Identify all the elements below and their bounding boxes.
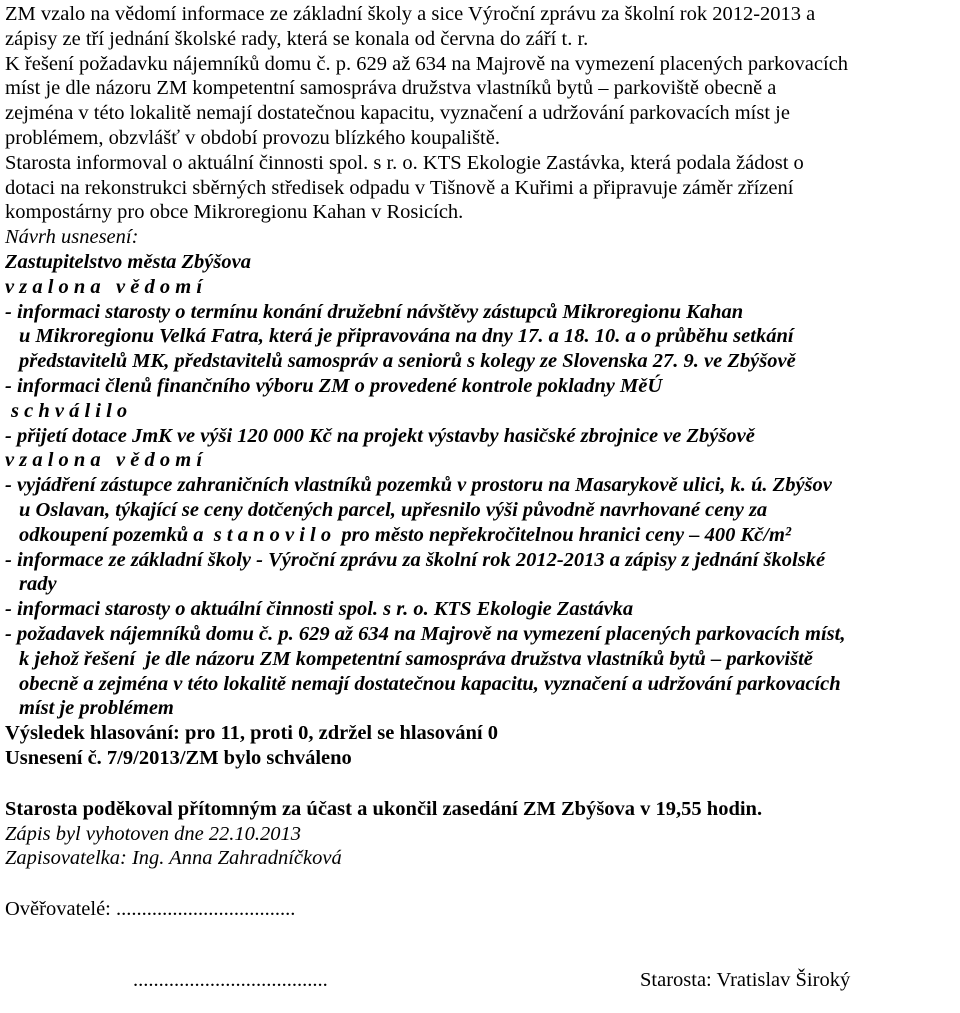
text-line: Starosta informoval o aktuální činnosti spol. s r. o. KTS Ekologie Zastávka, která podala žádost o (5, 151, 804, 174)
verifiers-line: Ověřovatelé: ................................... (5, 898, 296, 921)
resolution-item-continued: rady (19, 573, 57, 596)
resolution-item-continued: k jehož řešení je dle názoru ZM kompetentní samospráva družstva vlastníků bytů – parkoviště (19, 647, 813, 670)
resolution-item: - požadavek nájemníků domu č. p. 629 až 634 na Majrově na vymezení placených parkovacích míst, (5, 622, 846, 645)
text-line: míst je dle názoru ZM kompetentní samospráva družstva vlastníků bytů – parkoviště obecně a (5, 77, 777, 100)
noted-label: v z a l o n a v ě d o m í (5, 275, 203, 298)
resolution-approved: Usnesení č. 7/9/2013/ZM bylo schváleno (5, 746, 352, 769)
resolution-item-continued: odkoupení pozemků a s t a n o v i l o pro město nepřekročitelnou hranici ceny – 400 Kč/m² (19, 523, 792, 546)
text-line: K řešení požadavku nájemníků domu č. p. 629 až 634 na Majrově na vymezení placených parkovacích (5, 52, 849, 75)
text-line: ZM vzalo na vědomí informace ze základní školy a sice Výroční zprávu za školní rok 2012-2013 a (5, 3, 816, 25)
text-line: problémem, obzvlášť v období provozu blízkého koupaliště. (5, 126, 500, 149)
proposal-heading: Návrh usnesení: (5, 226, 139, 249)
resolution-item: - informaci starosty o termínu konání družební návštěvy zástupců Mikroregionu Kahan (5, 300, 744, 323)
text-line: kompostárny pro obce Mikroregionu Kahan v Rosicích. (5, 201, 464, 224)
resolution-item-continued: míst je problémem (19, 697, 174, 720)
signature-dots: ...................................... (133, 968, 328, 991)
recorder-name: Zapisovatelka: Ing. Anna Zahradníčková (5, 847, 342, 870)
council-name: Zastupitelstvo města Zbýšova (5, 250, 251, 273)
approved-label: s c h v á l i l o (11, 399, 128, 422)
signature-row (5, 968, 957, 993)
mayor-signature: Starosta: Vratislav Široký (640, 968, 851, 991)
resolution-item-continued: u Oslavan, týkající se ceny dotčených parcel, upřesnilo výši původně navrhované ceny za (19, 498, 768, 521)
resolution-item: - přijetí dotace JmK ve výši 120 000 Kč na projekt výstavby hasičské zbrojnice ve Zbýšově (5, 424, 755, 447)
intro-paragraph (5, 2, 957, 225)
resolution-item-continued: obecně a zejména v této lokalitě nemají dostatečnou kapacitu, vyznačení a udržování parkovacích (19, 672, 841, 695)
resolution-item: - informace ze základní školy - Výroční zprávu za školní rok 2012-2013 a zápisy z jednání školské (5, 548, 826, 571)
text-line: zápisy ze tří jednání školské rady, která se konala od června do září t. r. (5, 27, 589, 50)
resolution-item: - informaci starosty o aktuální činnosti spol. s r. o. KTS Ekologie Zastávka (5, 598, 634, 621)
prepared-date: Zápis byl vyhotoven dne 22.10.2013 (5, 822, 302, 845)
vote-result: Výsledek hlasování: pro 11, proti 0, zdržel se hlasování 0 (5, 722, 498, 745)
document-page (5, 2, 957, 993)
resolution-item: - informaci členů finančního výboru ZM o provedené kontrole pokladny MěÚ (5, 374, 663, 397)
resolution-item-continued: představitelů MK, představitelů samospráv a seniorů s kolegy ze Slovenska 27. 9. ve Zbýšově (19, 350, 796, 373)
text-line: dotaci na rekonstrukci sběrných středisek odpadu v Tišnově a Kuřimi a připravuje záměr zřízení (5, 176, 794, 199)
closing-thanks: Starosta poděkoval přítomným za účast a ukončil zasedání ZM Zbýšova v 19,55 hodin. (5, 797, 763, 820)
resolution-item-continued: u Mikroregionu Velká Fatra, která je připravována na dny 17. a 18. 10. a o průběhu setkání (19, 325, 794, 348)
resolution-item: - vyjádření zástupce zahraničních vlastníků pozemků v prostoru na Masarykově ulici, k. ú. Zbýšov (5, 474, 832, 497)
text-line: zejména v této lokalitě nemají dostatečnou kapacitu, vyznačení a udržování parkovacích míst je (5, 102, 790, 125)
noted-label: v z a l o n a v ě d o m í (5, 449, 203, 472)
